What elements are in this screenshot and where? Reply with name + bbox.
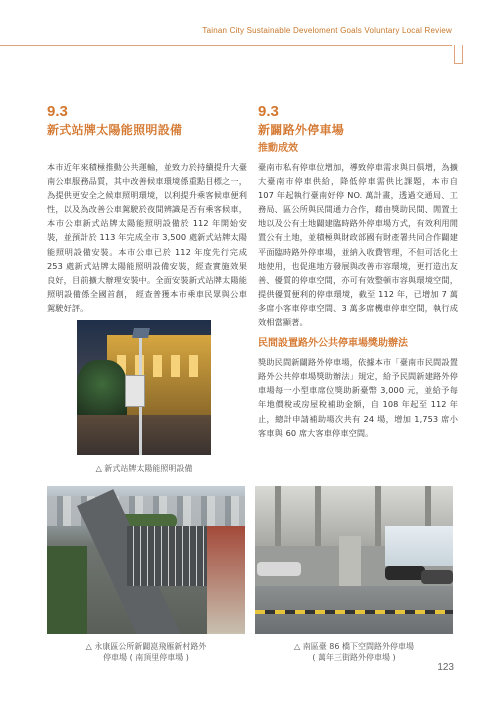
caption-line: ( 萬年三街路外停車場 ) <box>312 653 396 662</box>
section-title: 新式站牌太陽能照明設備 <box>47 123 183 137</box>
body-paragraph: 本市近年來積極推動公共運輸，並致力於持續提升大臺南公車服務品質，其中改善候車環境係重點目標之一，為提供更安全之候車照明環境，以利提升乘客候車便利性，以及為改善公車駕駛於夜間辨識是否有乘客候車，本市公車新式站牌太陽能照明設備於 112 年開始安裝，並預計於 113 年完成全市 3,500 處新式站牌太陽能照明設備安裝。本市公車已於 112 年度先行完成 253 處新式站牌太陽能照明設備安裝，經查實施效果良好，目前擴大辦理安裝中。全面安裝新式站牌太陽能照明設備係全國首創， 經查普獲本市乘車民眾與公車駕駛好評。 <box>47 162 247 313</box>
right-column <box>258 104 458 440</box>
section-number: 9.3 <box>258 103 279 120</box>
body-paragraph: 臺南市私有停車位增加，導致停車需求與日俱增，為擴大臺南市停車供給，降低停車需供比課題，本市自 107 年起執行臺南好停 NO. 萬計畫，透過交通局、工務局、區公所與民間通力合作，藉由獎助民間、閒置土地以及公有土地闢建臨時路外停車場方式，有效利用閒置公有土地，並積極與財政部國有財產署共同合作闢建平面臨時路外停車場，並納入收費管理，不但可活化土地使用，也促進地方發展與改善市容環境，更打造出友善、優質的停車空間，亦可有效整頓市容與環境空間，提供優質便利的停車環境，截至 112 年，已增加 7 萬多席小客車停車空間、3 萬多席機車停車空間，執行成效相當顯著。 <box>258 162 458 328</box>
header-rule <box>0 45 452 46</box>
header-corner-box <box>454 45 463 64</box>
subsection-title: 民間設置路外公共停車場獎助辦法 <box>258 338 408 350</box>
section-number: 9.3 <box>47 103 68 120</box>
left-column <box>47 104 247 315</box>
photo-caption <box>47 641 245 663</box>
running-header: Tainan City Sustainable Develoment Goals Voluntary Local Review <box>202 26 452 35</box>
under-bridge-parking-photo <box>255 486 453 634</box>
caption-line: △ 永康區公所新闢崑飛雁新村路外 <box>85 642 207 651</box>
photo-caption: △ 新式站牌太陽能照明設備 <box>95 464 193 473</box>
subsection-title: 推動成效 <box>258 143 298 154</box>
section-title: 新闢路外停車場 <box>258 123 345 137</box>
caption-line: 停車場 ( 南頂里停車場 ) <box>103 653 189 662</box>
photo-caption <box>255 641 453 663</box>
solar-bus-stop-photo <box>77 320 211 455</box>
aerial-parking-lot-photo <box>47 486 245 634</box>
body-paragraph: 獎助民間新闢路外停車場，依據本市「臺南市民間設置路外公共停車場獎助辦法」規定，給予民間新建路外停車場每一小型車席位獎助新臺幣 3,000 元，並給予每年地價稅或房屋稅補助金額，自 108 年起至 112 年止，總計申請補助場次共有 24 場，增加 1,753 席小客車與 60 席大客車停車空間。 <box>258 357 458 438</box>
caption-line: △ 南區臺 86 橋下空間路外停車場 <box>294 642 414 651</box>
page-number: 123 <box>437 662 454 673</box>
